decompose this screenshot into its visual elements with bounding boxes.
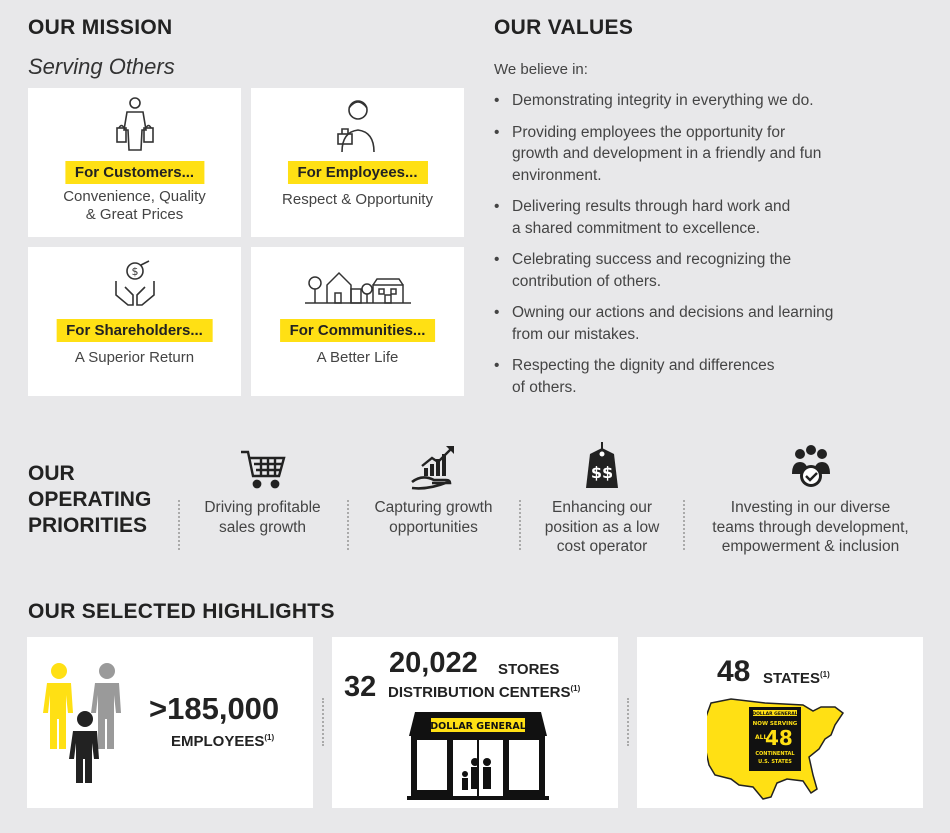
values-item: • Owning our actions and decisions and learning from our mistakes. (494, 302, 924, 345)
map-sign-line1: NOW SERVING (752, 721, 798, 727)
store-icon (407, 712, 549, 800)
employees-number: >185,000 (149, 691, 280, 726)
values-item: • Providing employees the opportunity for growth and development in a friendly and fun environment. (494, 122, 924, 187)
values-item: • Respecting the dignity and differences of others. (494, 355, 924, 398)
divider (322, 698, 324, 746)
divider (347, 500, 349, 550)
mission-card-employees (251, 88, 464, 237)
mission-card-shareholders (28, 247, 241, 396)
values-item: • Celebrating success and recognizing the contribution of others. (494, 249, 924, 292)
highlight-states (637, 637, 923, 808)
mission-tag-communities: For Communities... (280, 319, 436, 342)
cashier-icon (251, 96, 464, 152)
divider (627, 698, 629, 746)
mission-desc-shareholders: A Superior Return (74, 349, 195, 366)
mission-desc-customers-line2: & Great Prices (85, 206, 184, 223)
shopping-cart-icon (185, 440, 340, 490)
values-list (494, 90, 924, 408)
stores-number: 20,022 (389, 647, 478, 679)
map-sign-line3: U.S. STATES (758, 759, 792, 765)
stores-label: STORES (498, 661, 560, 678)
map-sign-all: ALL (755, 734, 768, 741)
states-number: 48 (717, 655, 751, 688)
growth-chart-hand-icon (356, 440, 511, 490)
map-sign-line2: CONTINENTAL (755, 751, 795, 757)
highlight-employees (27, 637, 313, 808)
dc-number: 32 (344, 671, 377, 703)
money-hands-icon (28, 259, 241, 307)
priority-capturing-growth: Capturing growth opportunities (356, 440, 511, 537)
dc-label: DISTRIBUTION CENTERS$^{(1)}$ (388, 684, 581, 701)
values-item: • Delivering results through hard work and a shared commitment to excellence. (494, 196, 924, 239)
values-item: • Demonstrating integrity in everything we do. (494, 90, 924, 112)
priority-sales-growth: Driving profitable sales growth (185, 440, 340, 537)
states-label: STATES$^{(1)}$ (763, 670, 830, 687)
highlights-heading: OUR SELECTED HIGHLIGHTS (28, 600, 335, 623)
priorities-heading: OUR OPERATING PRIORITIES (28, 462, 152, 537)
mission-desc-employees: Respect & Opportunity (282, 191, 433, 208)
price-tag-icon (527, 440, 677, 490)
priority-low-cost: $$ Enhancing our position as a low cost operator (527, 440, 677, 557)
people-icon (43, 661, 133, 785)
values-heading: OUR VALUES (494, 16, 634, 39)
us-map-icon (707, 695, 857, 801)
highlight-stores (332, 637, 618, 808)
divider (519, 500, 521, 550)
mission-tag-employees: For Employees... (287, 161, 427, 184)
shopper-icon (28, 96, 241, 152)
houses-icon (251, 265, 464, 305)
svg-text:$$: $$ (590, 463, 614, 482)
mission-heading: OUR MISSION (28, 16, 173, 39)
values-intro: We believe in: (494, 61, 588, 78)
map-sign-brand: DOLLAR GENERAL (752, 712, 798, 717)
team-check-icon (693, 440, 928, 490)
mission-desc-communities: A Better Life (316, 349, 399, 366)
mission-desc-customers-line1: Convenience, Quality (63, 188, 206, 205)
mission-card-customers (28, 88, 241, 237)
svg-text:$: $ (131, 265, 138, 278)
mission-card-communities (251, 247, 464, 396)
priority-investing-teams: Investing in our diverse teams through development, empowerment & inclusion (693, 440, 928, 557)
map-sign-number: 48 (765, 726, 793, 750)
divider (683, 500, 685, 550)
divider (178, 500, 180, 550)
mission-tag-customers: For Customers... (65, 161, 204, 184)
employees-label: EMPLOYEES$^{(1)}$ (171, 733, 275, 750)
mission-tag-shareholders: For Shareholders... (56, 319, 213, 342)
store-sign-text: DOLLAR GENERAL (430, 721, 526, 732)
mission-subtitle: Serving Others (28, 54, 175, 79)
